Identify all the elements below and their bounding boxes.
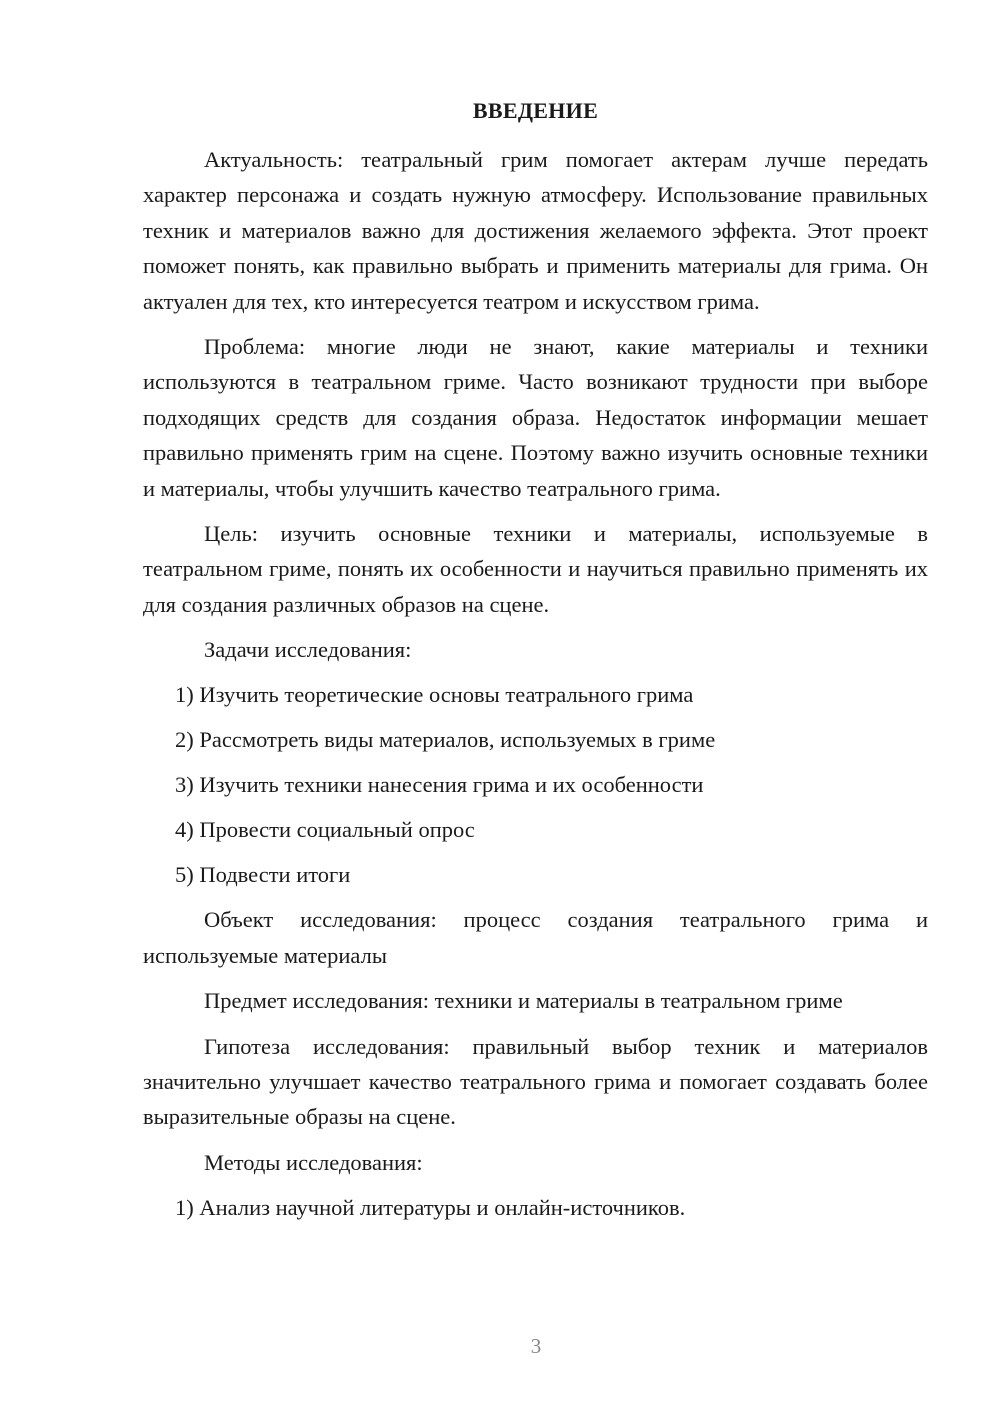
page-number: 3 bbox=[530, 1334, 542, 1358]
relevance-paragraph: Актуальность: театральный грим помогает актерам лучше передать характер персонажа и создать нужную атмосферу. Использование правильных техник и материалов важно для достижения желаемого эффекта. Этот проект поможет понять, как правильно выбрать и применить материалы для грима. Он актуален для тех, кто интересуется театром и искусством грима. bbox=[143, 147, 928, 314]
methods-heading: Методы исследования: bbox=[204, 1149, 423, 1175]
method-item-1: 1) Анализ научной литературы и онлайн-источников. bbox=[175, 1194, 686, 1220]
subject-paragraph: Предмет исследования: техники и материалы в театральном гриме bbox=[204, 988, 843, 1014]
task-item-5: 5) Подвести итоги bbox=[175, 862, 351, 888]
task-item-1: 1) Изучить теоретические основы театрального грима bbox=[175, 682, 694, 708]
page-title: ВВЕДЕНИЕ bbox=[472, 98, 599, 123]
document-page bbox=[143, 96, 928, 1235]
goal-paragraph: Цель: изучить основные техники и материалы, используемые в театральном гриме, понять их особенности и научиться правильно применять их для создания различных образов на сцене. bbox=[143, 521, 928, 617]
problem-paragraph: Проблема: многие люди не знают, какие материалы и техники используются в театральном гриме. Часто возникают трудности при выборе подходящих средств для создания образа. Недостаток информации мешает правильно применять грим на сцене. Поэтому важно изучить основные техники и материалы, чтобы улучшить качество театрального грима. bbox=[143, 334, 928, 501]
tasks-heading: Задачи исследования: bbox=[204, 637, 412, 663]
hypothesis-paragraph: Гипотеза исследования: правильный выбор техник и материалов значительно улучшает качество театрального грима и помогает создавать более выразительные образы на сцене. bbox=[143, 1033, 928, 1130]
task-item-3: 3) Изучить техники нанесения грима и их особенности bbox=[175, 772, 704, 798]
object-paragraph: Объект исследования: процесс создания театрального грима и используемые материалы bbox=[143, 907, 928, 968]
task-item-4: 4) Провести социальный опрос bbox=[175, 817, 475, 843]
task-item-2: 2) Рассмотреть виды материалов, используемых в гриме bbox=[175, 727, 716, 753]
